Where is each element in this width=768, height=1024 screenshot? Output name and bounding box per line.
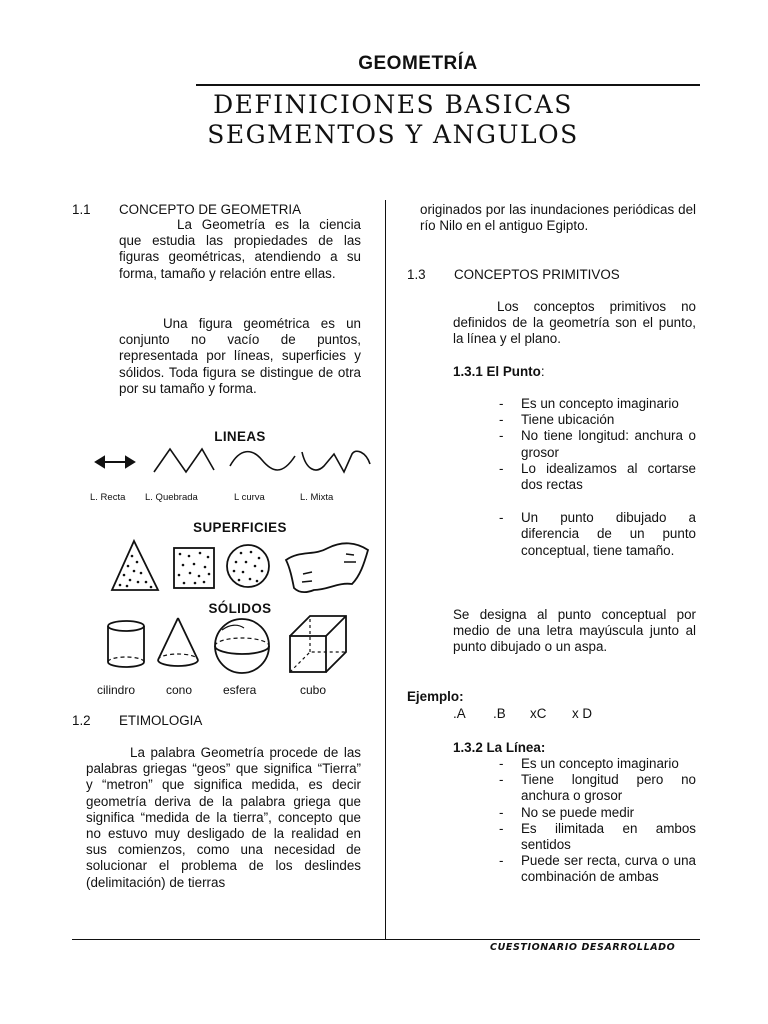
list-item: - Un punto dibujado a diferencia de un punto conceptual, tiene tamaño. [499, 510, 696, 559]
main-title-line2: SEGMENTOS Y ANGULOS [207, 120, 579, 149]
label-cono: cono [166, 683, 193, 697]
paragraph-etimologia: La palabra Geometría procede de las palabras griegas “geos” que significa “Tierra” y “metron” que significa medida, es decir geometría deriva de la palabra griega que significa “medida de la tierra”, concepto que no estuvo muy desligado de la realidad en sus comienzos, como una necesidad de solucionar el problema de los deslindes (delimitación) de tierras [86, 745, 361, 890]
label-mixta: L. Mixta [300, 492, 334, 503]
list-item: - Es ilimitada en ambos sentidos [499, 821, 696, 853]
cylinder-icon [108, 621, 144, 667]
list-item: - Es un concepto imaginario [499, 396, 696, 412]
lineas-caption: LINEAS [214, 429, 266, 444]
section-label: CONCEPTOS PRIMITIVOS [454, 267, 620, 282]
section-number: 1.3 [407, 267, 426, 282]
subsection-linea-title: 1.3.2 La Línea: [453, 740, 546, 755]
punto-list [499, 396, 696, 559]
ejemplo-point-d: x D [572, 706, 593, 721]
ejemplo-point-a: .A [453, 706, 466, 721]
circle-surface-icon [227, 545, 269, 587]
list-item: - No se puede medir [499, 805, 696, 821]
sphere-icon [215, 619, 269, 673]
ejemplo-point-b: .B [493, 706, 506, 721]
triangle-surface-icon [112, 541, 158, 590]
label-recta: L. Recta [90, 492, 126, 503]
label-curva: L curva [234, 492, 265, 503]
footer-rule [72, 939, 700, 940]
label-quebrada: L. Quebrada [145, 492, 198, 503]
label-esfera: esfera [223, 683, 257, 697]
list-item: - Tiene ubicación [499, 412, 696, 428]
paragraph-conceptos: Los conceptos primitivos no definidos de la geometría son el punto, la línea y el plano. [453, 299, 696, 347]
column-divider [385, 200, 386, 940]
square-surface-icon [174, 548, 214, 588]
ejemplo-point-c: xC [530, 706, 547, 721]
footer-text: CUESTIONARIO DESARROLLADO [490, 942, 676, 953]
line-mixed-icon [302, 451, 370, 472]
section-label: CONCEPTO DE GEOMETRIA [119, 202, 302, 217]
section-number: 1.2 [72, 713, 91, 728]
list-item: - No tiene longitud: anchura o grosor [499, 428, 696, 460]
solidos-caption: SÓLIDOS [208, 601, 272, 616]
cone-icon [158, 618, 198, 666]
section-1-2-heading [72, 713, 362, 729]
free-surface-icon [286, 543, 368, 592]
paragraph-continuation: originados por las inundaciones periódicas del río Nilo en el antiguo Egipto. [420, 202, 696, 234]
paragraph-geometria: La Geometría es la ciencia que estudia las propiedades de las figuras geométricas, atendiendo a su forma, tamaño y relación entre ellas. [119, 217, 361, 281]
list-item: - Puede ser recta, curva o una combinación de ambas [499, 853, 696, 885]
section-1-1-heading [72, 202, 362, 218]
paragraph-figura: Una figura geométrica es un conjunto no vacío de puntos, representada por líneas, superficies y sólidos. Toda figura se distingue de otra por su tamaño y forma. [119, 316, 361, 396]
line-straight-icon [96, 457, 134, 467]
section-number: 1.1 [72, 202, 91, 217]
cube-icon [290, 616, 346, 672]
paragraph-designa: Se designa al punto conceptual por medio de una letra mayúscula junto al punto dibujado o un aspa. [453, 607, 696, 655]
label-cilindro: cilindro [97, 683, 136, 697]
section-label: ETIMOLOGIA [119, 713, 203, 728]
section-1-3-heading [407, 267, 697, 283]
lineas-figures [90, 446, 380, 480]
label-cubo: cubo [300, 683, 327, 697]
superficies-figures [108, 538, 373, 598]
line-curve-icon [230, 452, 295, 470]
superficies-caption: SUPERFICIES [193, 520, 287, 535]
list-item: - Es un concepto imaginario [499, 756, 696, 772]
list-item: - Tiene longitud pero no anchura o grosor [499, 772, 696, 804]
line-broken-icon [154, 449, 214, 472]
subject-title: GEOMETRÍA [358, 53, 478, 74]
ejemplo-label: Ejemplo: [407, 689, 464, 704]
subsection-punto-title: 1.3.1 El Punto: [453, 364, 545, 379]
linea-list [499, 756, 696, 886]
solidos-figures [104, 616, 362, 676]
list-item: - Lo idealizamos al cortarse dos rectas [499, 461, 696, 493]
main-title-line1: DEFINICIONES BASICAS [213, 90, 573, 119]
header-rule [196, 84, 700, 86]
